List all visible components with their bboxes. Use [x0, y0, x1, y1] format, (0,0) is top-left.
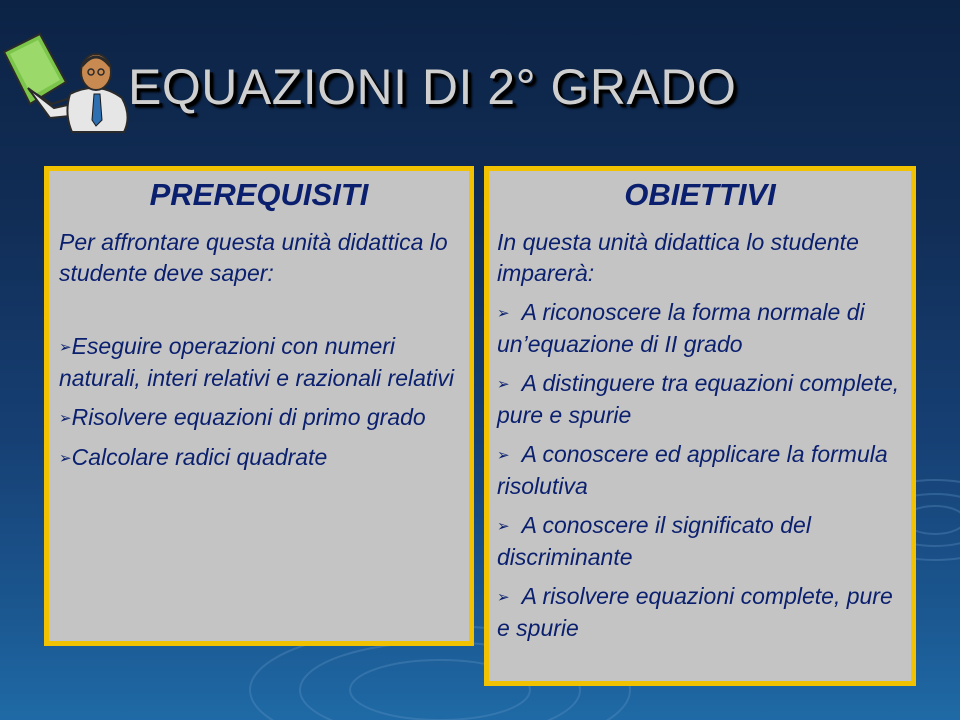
list-item-text: Eseguire operazioni con numeri naturali, interi relativi e razionali relativi [59, 333, 454, 391]
prerequisiti-panel [44, 166, 474, 646]
arrow-bullet-icon: ➢ [59, 410, 72, 427]
obiettivi-heading: OBIETTIVI [624, 177, 776, 212]
list-item-text: A distinguere tra equazioni complete, pure e spurie [497, 370, 900, 428]
list-item [489, 297, 911, 360]
arrow-bullet-icon: ➢ [59, 450, 72, 467]
arrow-bullet-icon: ➢ [497, 447, 510, 464]
list-item [49, 402, 469, 434]
list-item [49, 442, 469, 474]
prerequisiti-heading: PREREQUISITI [149, 177, 369, 212]
list-item-text: A conoscere il significato del discriminante [497, 512, 811, 570]
list-item-text: Calcolare radici quadrate [71, 444, 328, 470]
list-item [489, 368, 911, 431]
teacher-at-board-icon [0, 20, 135, 140]
list-item [489, 581, 911, 644]
list-item-text: Risolvere equazioni di primo grado [71, 404, 426, 430]
prerequisiti-intro: Per affrontare questa unità didattica lo studente deve saper: [59, 229, 448, 286]
obiettivi-list [489, 297, 911, 644]
obiettivi-intro: In questa unità didattica lo studente imparerà: [497, 229, 859, 286]
list-item [49, 331, 469, 394]
arrow-bullet-icon: ➢ [497, 305, 510, 322]
slide-title: EQUAZIONI DI 2° GRADO [128, 59, 737, 115]
list-item-text: A riconoscere la forma normale di un’equazione di II grado [497, 299, 865, 357]
arrow-bullet-icon: ➢ [497, 589, 510, 606]
obiettivi-panel [484, 166, 916, 686]
list-item-text: A risolvere equazioni complete, pure e spurie [497, 583, 893, 641]
prerequisiti-list [49, 331, 469, 474]
arrow-bullet-icon: ➢ [497, 376, 510, 393]
list-item-text: A conoscere ed applicare la formula risolutiva [497, 441, 888, 499]
list-item [489, 510, 911, 573]
list-item [489, 439, 911, 502]
arrow-bullet-icon: ➢ [59, 339, 72, 356]
arrow-bullet-icon: ➢ [497, 518, 510, 535]
